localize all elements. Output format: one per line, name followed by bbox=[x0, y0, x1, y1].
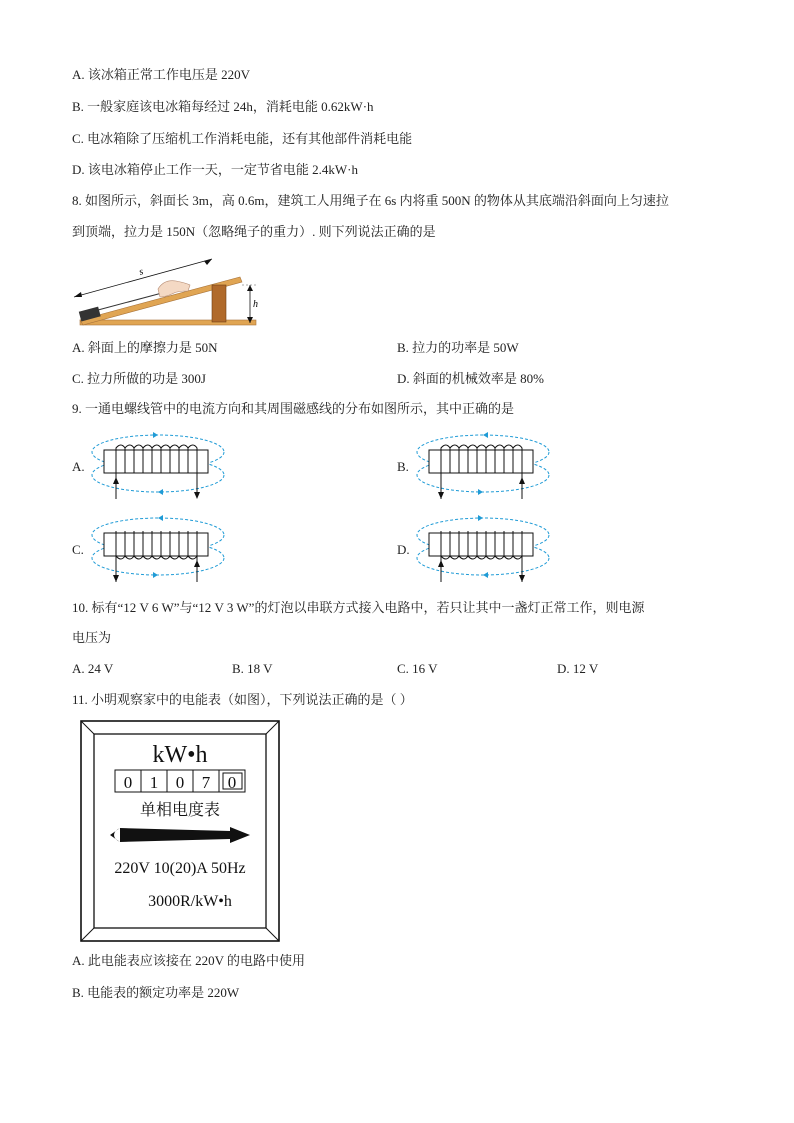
solenoid-figure-b bbox=[417, 427, 557, 502]
q11-stem: 11. 小明观察家中的电能表（如图），下列说法正确的是（ ） bbox=[72, 692, 413, 707]
meter-constant: 3000R/kW•h bbox=[148, 893, 232, 910]
incline-label-h: h bbox=[253, 299, 258, 310]
q10-stem-line2: 电压为 bbox=[72, 630, 112, 645]
q9-label-d: D. bbox=[397, 542, 410, 557]
q10-option-b: B. 18 V bbox=[232, 661, 273, 676]
q9-label-a: A. bbox=[72, 459, 85, 474]
incline-label-s: s bbox=[137, 266, 145, 278]
meter-rating: 220V 10(20)A 50Hz bbox=[114, 860, 246, 877]
q7-option-c: C. 电冰箱除了压缩机工作消耗电能，还有其他部件消耗电能 bbox=[72, 131, 413, 146]
q10-option-a: A. 24 V bbox=[72, 661, 114, 676]
meter-digit: 0 bbox=[227, 773, 237, 792]
q11-option-b: B. 电能表的额定功率是 220W bbox=[72, 985, 240, 1000]
q10-option-d: D. 12 V bbox=[557, 661, 599, 676]
meter-unit: kW•h bbox=[152, 742, 208, 768]
q8-stem-line1: 8. 如图所示，斜面长 3m，高 0.6m，建筑工人用绳子在 6s 内将重 500N 的物体从其底端沿斜面向上匀速拉 bbox=[72, 193, 669, 208]
solenoid-figure-d bbox=[417, 510, 557, 585]
q8-option-a: A. 斜面上的摩擦力是 50N bbox=[72, 340, 218, 355]
q10-option-c: C. 16 V bbox=[397, 661, 438, 676]
meter-digit: 0 bbox=[175, 773, 185, 792]
meter-digit: 7 bbox=[201, 773, 211, 792]
solenoid-figure-c bbox=[92, 510, 232, 585]
q7-option-d: D. 该电冰箱停止工作一天，一定节省电能 2.4kW·h bbox=[72, 162, 358, 177]
energy-meter-figure bbox=[80, 720, 280, 942]
incline-figure bbox=[70, 255, 270, 330]
q8-option-c: C. 拉力所做的功是 300J bbox=[72, 371, 206, 386]
q7-option-b: B. 一般家庭该电冰箱每经过 24h，消耗电能 0.62kW·h bbox=[72, 99, 374, 114]
q8-option-d: D. 斜面的机械效率是 80% bbox=[397, 371, 544, 386]
meter-name: 单相电度表 bbox=[139, 802, 221, 819]
q10-stem-line1: 10. 标有“12 V 6 W”与“12 V 3 W”的灯泡以串联方式接入电路中，若只让其中一盏灯正常工作，则电源 bbox=[72, 600, 645, 615]
q9-stem: 9. 一通电螺线管中的电流方向和其周围磁感线的分布如图所示，其中正确的是 bbox=[72, 401, 515, 416]
q9-label-c: C. bbox=[72, 542, 84, 557]
q11-option-a: A. 此电能表应该接在 220V 的电路中使用 bbox=[72, 953, 306, 968]
meter-digit: 0 bbox=[123, 773, 133, 792]
q8-stem-line2: 到顶端，拉力是 150N（忽略绳子的重力）. 则下列说法正确的是 bbox=[72, 224, 436, 239]
q9-label-b: B. bbox=[397, 459, 409, 474]
solenoid-figure-a bbox=[92, 427, 232, 502]
q7-option-a: A. 该冰箱正常工作电压是 220V bbox=[72, 67, 251, 82]
meter-digit: 1 bbox=[149, 773, 159, 792]
q8-option-b: B. 拉力的功率是 50W bbox=[397, 340, 519, 355]
